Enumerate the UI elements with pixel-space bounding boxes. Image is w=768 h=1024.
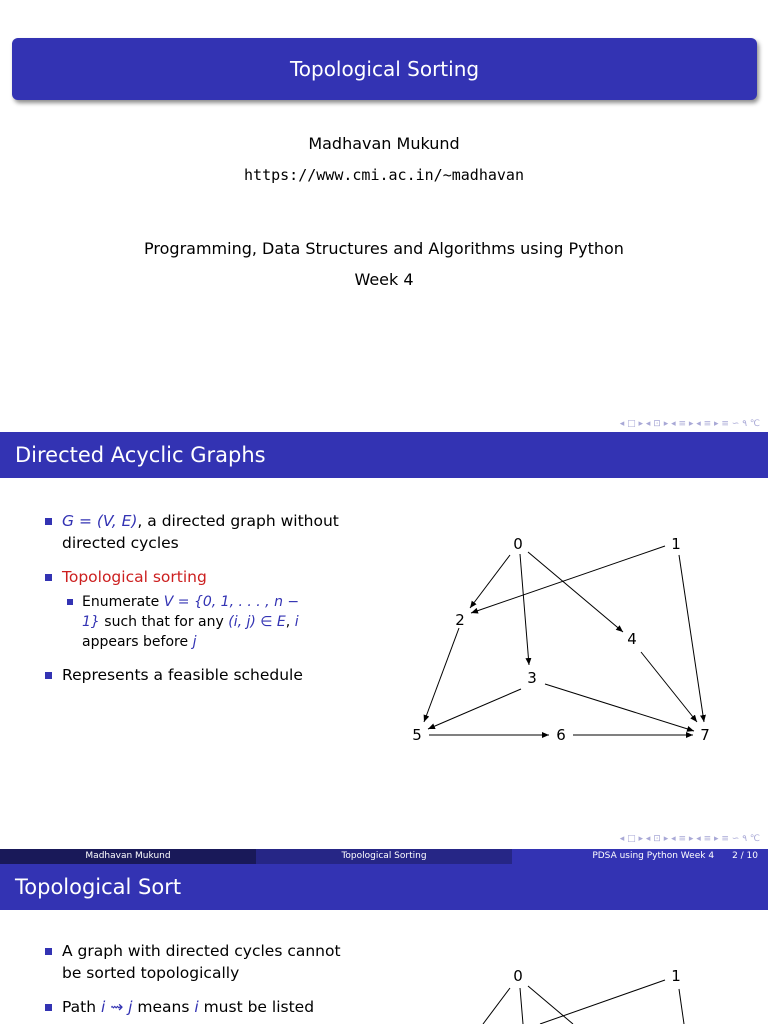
math-edge: (i, j) ∈ E: [228, 614, 286, 630]
footer-author: Madhavan Mukund: [0, 849, 256, 864]
node-5: 5: [412, 726, 422, 744]
sub-text: ,: [285, 614, 295, 630]
node-0: 0: [513, 967, 523, 985]
dag-slide: [0, 432, 768, 864]
edge-1-7: [679, 989, 684, 1024]
node-1: 1: [671, 535, 681, 553]
edge-2-5: [424, 628, 459, 722]
edge-1-2: [540, 980, 665, 1024]
cyclic-graph-diagram: [0, 864, 768, 1024]
edge-1-2: [471, 546, 665, 613]
footer-course: PDSA using Python Week 4: [592, 851, 715, 861]
edge-1-7: [679, 555, 704, 722]
course-name: Programming, Data Structures and Algorithms using Python: [144, 239, 624, 258]
author-url[interactable]: https://www.cmi.ac.in/~madhavan: [244, 166, 524, 184]
edge-3-5: [428, 689, 521, 729]
bullet-text-highlight: Topological sorting: [62, 568, 207, 586]
sub-text: such that for any: [99, 614, 229, 630]
sub-text: appears before: [82, 634, 193, 650]
edge-4-7: [641, 652, 697, 722]
author-name: Madhavan Mukund: [308, 134, 460, 153]
edge-0-4: [528, 986, 573, 1024]
footer-page: 2 / 10: [732, 851, 758, 861]
edge-0-3: [520, 988, 523, 1024]
presentation-title: Topological Sorting: [12, 38, 757, 100]
math-vertex-set: V = {0, 1, . . . , n − 1}: [82, 594, 300, 630]
node-3: 3: [527, 669, 537, 687]
edge-0-4: [528, 552, 623, 632]
bullet-text: , a directed graph without directed cycles: [62, 512, 339, 552]
slide-footer: [0, 849, 768, 864]
edge-0-2: [470, 555, 510, 608]
node-6: 6: [556, 726, 566, 744]
edge-0-3: [520, 554, 529, 665]
math-j: j: [192, 634, 197, 650]
frame-title: Directed Acyclic Graphs: [0, 432, 768, 478]
math-graph-def: G = (V, E): [62, 512, 138, 530]
node-1: 1: [671, 967, 681, 985]
math-i: i: [294, 614, 299, 630]
sub-text: Enumerate: [82, 594, 164, 610]
footer-right: [512, 849, 768, 864]
bullet-text: Represents a feasible schedule: [62, 666, 303, 684]
bullet-text: A graph with directed cycles cannot be sorted topologically: [62, 942, 341, 982]
footer-title: Topological Sorting: [256, 849, 512, 864]
topo-sort-slide: [0, 864, 768, 1024]
frame-title: Topological Sort: [0, 864, 768, 910]
beamer-nav-icons[interactable]: ◂ □ ▸ ◂ ⊡ ▸ ◂ ≡ ▸ ◂ ≡ ▸ ≡ ∽ ۹ ℃: [619, 834, 760, 844]
bullet-text: Path: [62, 998, 101, 1016]
dag-diagram: [0, 432, 768, 864]
beamer-nav-icons[interactable]: ◂ □ ▸ ◂ ⊡ ▸ ◂ ≡ ▸ ◂ ≡ ▸ ≡ ∽ ۹ ℃: [619, 419, 760, 429]
bullet-text: means: [132, 998, 195, 1016]
node-4: 4: [627, 630, 637, 648]
week-label: Week 4: [354, 270, 414, 289]
node-0: 0: [513, 535, 523, 553]
node-7: 7: [700, 726, 710, 744]
title-slide: [0, 0, 768, 432]
edge-0-2: [483, 988, 510, 1024]
node-2: 2: [455, 611, 465, 629]
math-i: i: [194, 998, 199, 1016]
bullet-text: must be listed: [198, 998, 315, 1016]
math-path: i ⇝ j: [100, 998, 133, 1016]
